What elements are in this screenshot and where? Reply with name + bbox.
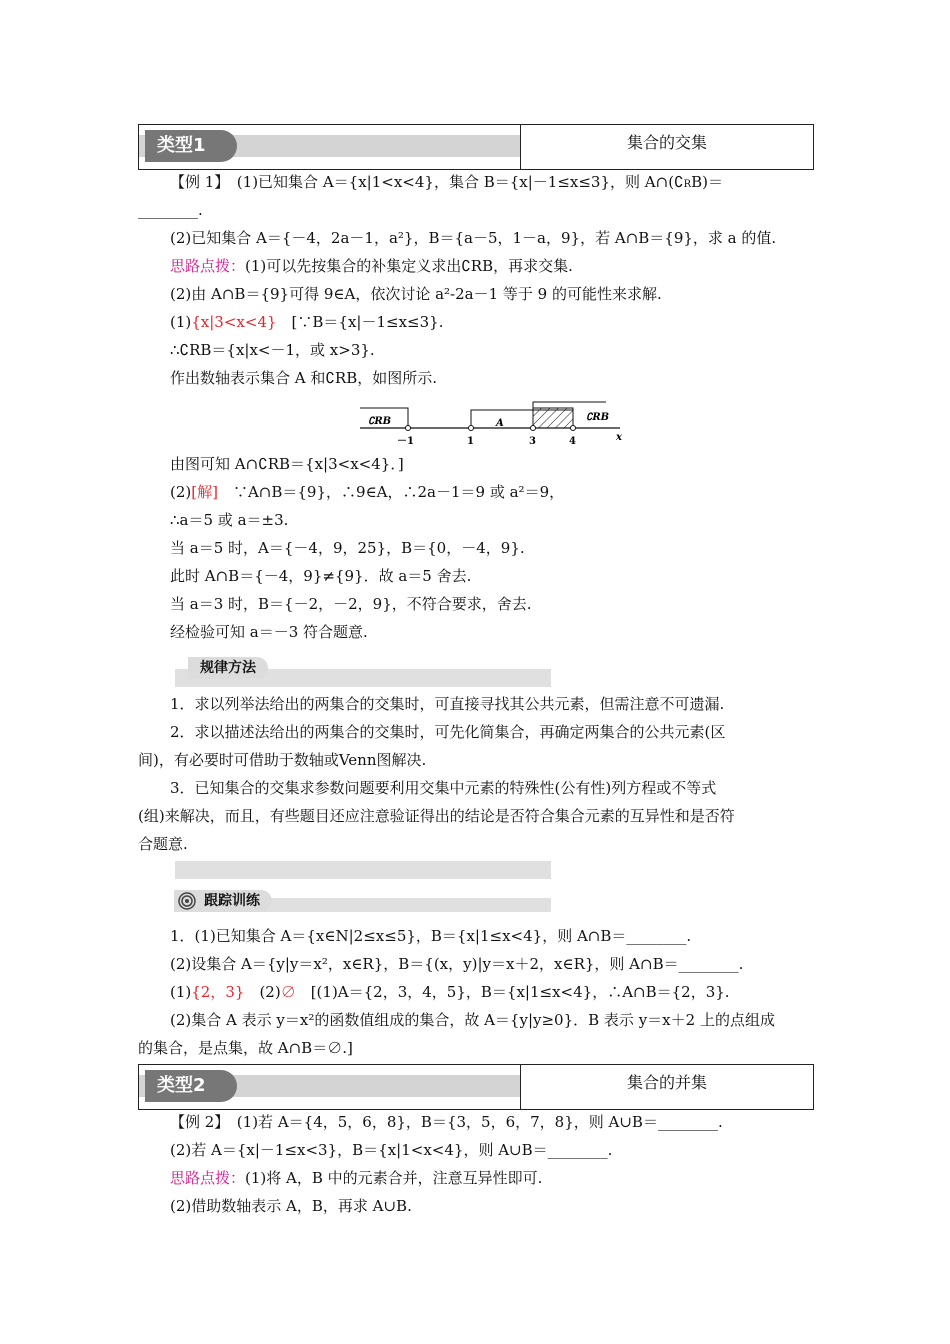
track-answer1: {2，3}	[191, 983, 245, 1001]
example2-line2: (2)若 A＝{x|－1≤x<3}，B＝{x|1<x<4}，则 A∪B＝________.	[170, 1141, 613, 1159]
answer1-value: {x|3<x<4}	[191, 313, 277, 331]
label-comp-right: ∁RB	[586, 412, 610, 423]
point-3	[531, 426, 536, 431]
example2-line1: 【例 2】 (1)若 A＝{4，5，6，8}，B＝{3，5，6，7，8}，则 A∪B＝________.	[170, 1113, 723, 1131]
hint-line1: 思路点拨：(1)可以先按集合的补集定义求出∁RB，再求交集.	[170, 257, 573, 275]
intersection-hatch	[533, 408, 573, 428]
track-q1: 1．(1)已知集合 A＝{x∈N|2≤x≤5}，B＝{x|1≤x<4}，则 A∩B＝________.	[170, 927, 692, 945]
rule-point1: 1．求以列举法给出的两集合的交集时，可直接寻找其公共元素，但需注意不可遗漏.	[170, 695, 725, 713]
solution-line9: 由图可知 A∩∁RB＝{x|3<x<4}．]	[170, 455, 404, 473]
section-title: 集合的交集	[626, 133, 707, 152]
solution-line15: 经检验可知 a＝－3 符合题意.	[170, 623, 368, 641]
label-set-a: A	[496, 418, 504, 429]
example2-hint1: 思路点拨：(1)将 A，B 中的元素合并，注意互异性即可.	[170, 1169, 543, 1187]
section-header-2	[138, 1064, 814, 1110]
section-header-1	[138, 124, 814, 170]
rule-end-band	[175, 861, 551, 879]
track-badge: 跟踪训练	[174, 890, 272, 912]
section-tag: 类型1	[145, 130, 237, 162]
rule-badge: 规律方法	[188, 657, 268, 679]
section-tag: 类型2	[145, 1070, 237, 1102]
section-title: 集合的并集	[626, 1073, 707, 1092]
label-comp-left: ∁RB	[368, 416, 392, 427]
rule-point2b: 间)，有必要时可借助于数轴或Venn图解决.	[138, 751, 427, 769]
solution-line12: 当 a＝5 时，A＝{－4，9，25}，B＝{0，－4，9}.	[170, 539, 525, 557]
hint-label: 思路点拨：	[170, 257, 246, 275]
tick-label-4: 4	[569, 436, 576, 447]
target-icon	[178, 892, 196, 910]
example1-blank: ________.	[138, 201, 203, 219]
answer1-line: (1){x|3<x<4} [∵B＝{x|－1≤x≤3}.	[170, 313, 444, 331]
tick-label-neg1: －1	[397, 436, 414, 447]
answer2-line: (2)[解] ∵A∩B＝{9}，∴9∈A，∴2a－1＝9 或 a²＝9，	[170, 483, 565, 501]
tick-label-3: 3	[529, 436, 536, 447]
point-1	[469, 426, 474, 431]
rule-point3a: 3．已知集合的交集求参数问题要利用交集中元素的特殊性(公有性)列方程或不等式	[170, 779, 717, 797]
number-line-diagram	[358, 396, 628, 448]
track-explain2: 的集合，是点集，故 A∩B＝∅.]	[138, 1039, 353, 1057]
point-neg1	[406, 426, 411, 431]
solution-line14: 当 a＝3 时，B＝{－2，－2，9}，不符合要求，舍去.	[170, 595, 532, 613]
solution-line13: 此时 A∩B＝{－4，9}≠{9}．故 a＝5 舍去.	[170, 567, 472, 585]
axis-x-label: x	[616, 432, 622, 443]
rule-point3c: 合题意.	[138, 835, 188, 853]
solution-line7: ∴∁RB＝{x|x<－1，或 x>3}.	[170, 341, 375, 359]
hint-label: 思路点拨：	[170, 1169, 246, 1187]
track-answer2: ∅	[280, 983, 296, 1001]
track-answer-line: (1){2，3} (2)∅ [(1)A＝{2，3，4，5}，B＝{x|1≤x<4}，∴A∩B＝{2，3}.	[170, 983, 730, 1001]
rule-point3b: (组)来解决，而且，有些题目还应注意验证得出的结论是否符合集合元素的互异性和是否符	[138, 807, 735, 825]
rule-point2a: 2．求以描述法给出的两集合的交集时，可先化简集合，再确定两集合的公共元素(区	[170, 723, 726, 741]
example1-line1: 【例 1】 (1)已知集合 A＝{x|1<x<4}，集合 B＝{x|－1≤x≤3}，则 A∩(∁RB)＝	[170, 173, 724, 191]
track-q2: (2)设集合 A＝{y|y＝x²，x∈R}，B＝{(x，y)|y＝x＋2，x∈R}，则 A∩B＝________.	[170, 955, 744, 973]
solution-line8: 作出数轴表示集合 A 和∁RB，如图所示.	[170, 369, 437, 387]
hint-line2: (2)由 A∩B＝{9}可得 9∈A，依次讨论 a²-2a－1 等于 9 的可能性来求解.	[170, 285, 662, 303]
track-explain1: (2)集合 A 表示 y＝x²的函数值组成的集合，故 A＝{y|y≥0}．B 表示 y＝x＋2 上的点组成	[170, 1011, 775, 1029]
solution-line11: ∴a＝5 或 a＝±3.	[170, 511, 289, 529]
example2-hint2: (2)借助数轴表示 A，B，再求 A∪B.	[170, 1197, 412, 1215]
tick-label-1: 1	[467, 436, 474, 447]
example1-part2: (2)已知集合 A＝{－4，2a－1，a²}，B＝{a－5，1－a，9}，若 A∩B＝{9}，求 a 的值.	[170, 229, 777, 247]
answer2-label: [解]	[191, 483, 218, 501]
point-4	[571, 426, 576, 431]
